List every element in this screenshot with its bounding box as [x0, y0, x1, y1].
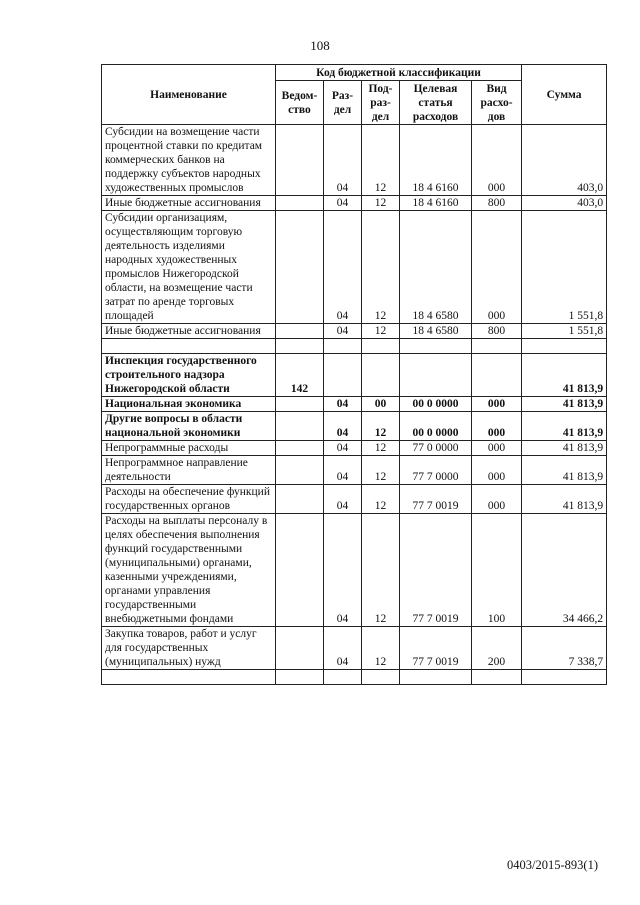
cell-vedomstvo: 142: [276, 354, 324, 397]
budget-table: [101, 64, 607, 685]
cell-summa: [522, 339, 607, 354]
cell-summa: [522, 670, 607, 685]
cell-razdel: 04: [324, 456, 362, 485]
cell-podrazdel: [362, 670, 400, 685]
cell-celevaya: [400, 339, 472, 354]
table-row: [102, 354, 607, 397]
cell-vedomstvo: [276, 211, 324, 324]
table-row: [102, 324, 607, 339]
header-razdel: Раз-дел: [324, 81, 362, 125]
header-podrazdel: Под-раз-дел: [362, 81, 400, 125]
cell-summa: 41 813,9: [522, 412, 607, 441]
cell-name: Непрограммное направление деятельности: [102, 456, 276, 485]
cell-summa: 403,0: [522, 125, 607, 196]
cell-razdel: 04: [324, 514, 362, 627]
cell-vedomstvo: [276, 125, 324, 196]
cell-name: Национальная экономика: [102, 397, 276, 412]
header-sum: Сумма: [522, 65, 607, 125]
cell-podrazdel: [362, 339, 400, 354]
table-row: [102, 125, 607, 196]
table-row: [102, 412, 607, 441]
cell-name: Субсидии организациям, осуществляющим торговую деятельность изделиями народных художественных промыслов Нижегородской области, на возмещение части затрат по аренде торговых площадей: [102, 211, 276, 324]
header-classification-group: Код бюджетной классификации: [276, 65, 522, 81]
table-row: [102, 456, 607, 485]
cell-vid: 000: [472, 412, 522, 441]
table-row: [102, 196, 607, 211]
cell-vid: 000: [472, 397, 522, 412]
cell-name: Субсидии на возмещение части процентной ставки по кредитам коммерческих банков на поддержку субъектов народных художественных промыслов: [102, 125, 276, 196]
page-number: 108: [310, 38, 330, 53]
cell-celevaya: 00 0 0000: [400, 397, 472, 412]
cell-vedomstvo: [276, 397, 324, 412]
cell-celevaya: 00 0 0000: [400, 412, 472, 441]
cell-name: Иные бюджетные ассигнования: [102, 324, 276, 339]
cell-razdel: [324, 670, 362, 685]
cell-razdel: 04: [324, 196, 362, 211]
cell-summa: 41 813,9: [522, 441, 607, 456]
cell-vid: 100: [472, 514, 522, 627]
cell-vedomstvo: [276, 441, 324, 456]
cell-celevaya: 77 7 0019: [400, 514, 472, 627]
cell-summa: 34 466,2: [522, 514, 607, 627]
header-vid: Вид расхо-дов: [472, 81, 522, 125]
cell-name: [102, 339, 276, 354]
cell-celevaya: 77 7 0019: [400, 627, 472, 670]
cell-podrazdel: 12: [362, 211, 400, 324]
cell-vedomstvo: [276, 456, 324, 485]
cell-podrazdel: 12: [362, 485, 400, 514]
spacer-row: [102, 670, 607, 685]
cell-podrazdel: 12: [362, 514, 400, 627]
cell-vedomstvo: [276, 485, 324, 514]
cell-podrazdel: 00: [362, 397, 400, 412]
cell-vid: 800: [472, 324, 522, 339]
cell-name: Закупка товаров, работ и услуг для государственных (муниципальных) нужд: [102, 627, 276, 670]
cell-name: Другие вопросы в области национальной экономики: [102, 412, 276, 441]
cell-podrazdel: 12: [362, 456, 400, 485]
table-row: [102, 441, 607, 456]
cell-podrazdel: 12: [362, 324, 400, 339]
cell-summa: 41 813,9: [522, 397, 607, 412]
cell-vid: 000: [472, 485, 522, 514]
cell-razdel: 04: [324, 627, 362, 670]
table-body: [102, 125, 607, 685]
cell-celevaya: 18 4 6580: [400, 324, 472, 339]
cell-summa: 403,0: [522, 196, 607, 211]
table-row: [102, 627, 607, 670]
cell-razdel: [324, 354, 362, 397]
cell-summa: 1 551,8: [522, 324, 607, 339]
cell-celevaya: 18 4 6160: [400, 125, 472, 196]
cell-podrazdel: 12: [362, 125, 400, 196]
cell-vid: [472, 339, 522, 354]
table-row: [102, 397, 607, 412]
cell-vedomstvo: [276, 670, 324, 685]
cell-vid: [472, 354, 522, 397]
cell-name: Инспекция государственного строительного надзора Нижегородской области: [102, 354, 276, 397]
cell-vedomstvo: [276, 324, 324, 339]
cell-celevaya: 77 7 0019: [400, 485, 472, 514]
cell-celevaya: [400, 670, 472, 685]
cell-vid: 000: [472, 456, 522, 485]
cell-vid: 000: [472, 125, 522, 196]
table-row: [102, 211, 607, 324]
spacer-row: [102, 339, 607, 354]
cell-vid: 000: [472, 441, 522, 456]
cell-podrazdel: 12: [362, 412, 400, 441]
cell-podrazdel: 12: [362, 196, 400, 211]
header-name: Наименование: [102, 65, 276, 125]
table-row: [102, 514, 607, 627]
cell-vid: 200: [472, 627, 522, 670]
cell-name: Иные бюджетные ассигнования: [102, 196, 276, 211]
cell-name: Расходы на обеспечение функций государственных органов: [102, 485, 276, 514]
cell-podrazdel: [362, 354, 400, 397]
cell-razdel: 04: [324, 211, 362, 324]
cell-vedomstvo: [276, 514, 324, 627]
cell-vid: [472, 670, 522, 685]
cell-podrazdel: 12: [362, 441, 400, 456]
cell-podrazdel: 12: [362, 627, 400, 670]
cell-vedomstvo: [276, 627, 324, 670]
cell-razdel: 04: [324, 485, 362, 514]
cell-name: [102, 670, 276, 685]
cell-summa: 41 813,9: [522, 354, 607, 397]
cell-summa: 1 551,8: [522, 211, 607, 324]
cell-vedomstvo: [276, 196, 324, 211]
cell-celevaya: 77 0 0000: [400, 441, 472, 456]
cell-summa: 41 813,9: [522, 456, 607, 485]
cell-name: Расходы на выплаты персоналу в целях обеспечения выполнения функций государственными (муниципальными) органами, казенными учреждениями, органами управления государственными внебюджетными фондами: [102, 514, 276, 627]
cell-name: Непрограммные расходы: [102, 441, 276, 456]
cell-celevaya: 77 7 0000: [400, 456, 472, 485]
cell-razdel: 04: [324, 324, 362, 339]
cell-celevaya: 18 4 6160: [400, 196, 472, 211]
cell-razdel: 04: [324, 441, 362, 456]
cell-celevaya: 18 4 6580: [400, 211, 472, 324]
cell-razdel: 04: [324, 397, 362, 412]
cell-vedomstvo: [276, 339, 324, 354]
header-vedomstvo: Ведом-ство: [276, 81, 324, 125]
header-celevaya: Целевая статья расходов: [400, 81, 472, 125]
cell-vedomstvo: [276, 412, 324, 441]
cell-vid: 000: [472, 211, 522, 324]
cell-razdel: [324, 339, 362, 354]
cell-summa: 7 338,7: [522, 627, 607, 670]
cell-celevaya: [400, 354, 472, 397]
cell-razdel: 04: [324, 412, 362, 441]
cell-summa: 41 813,9: [522, 485, 607, 514]
cell-razdel: 04: [324, 125, 362, 196]
cell-vid: 800: [472, 196, 522, 211]
table-row: [102, 485, 607, 514]
document-code: 0403/2015-893(1): [507, 858, 598, 872]
